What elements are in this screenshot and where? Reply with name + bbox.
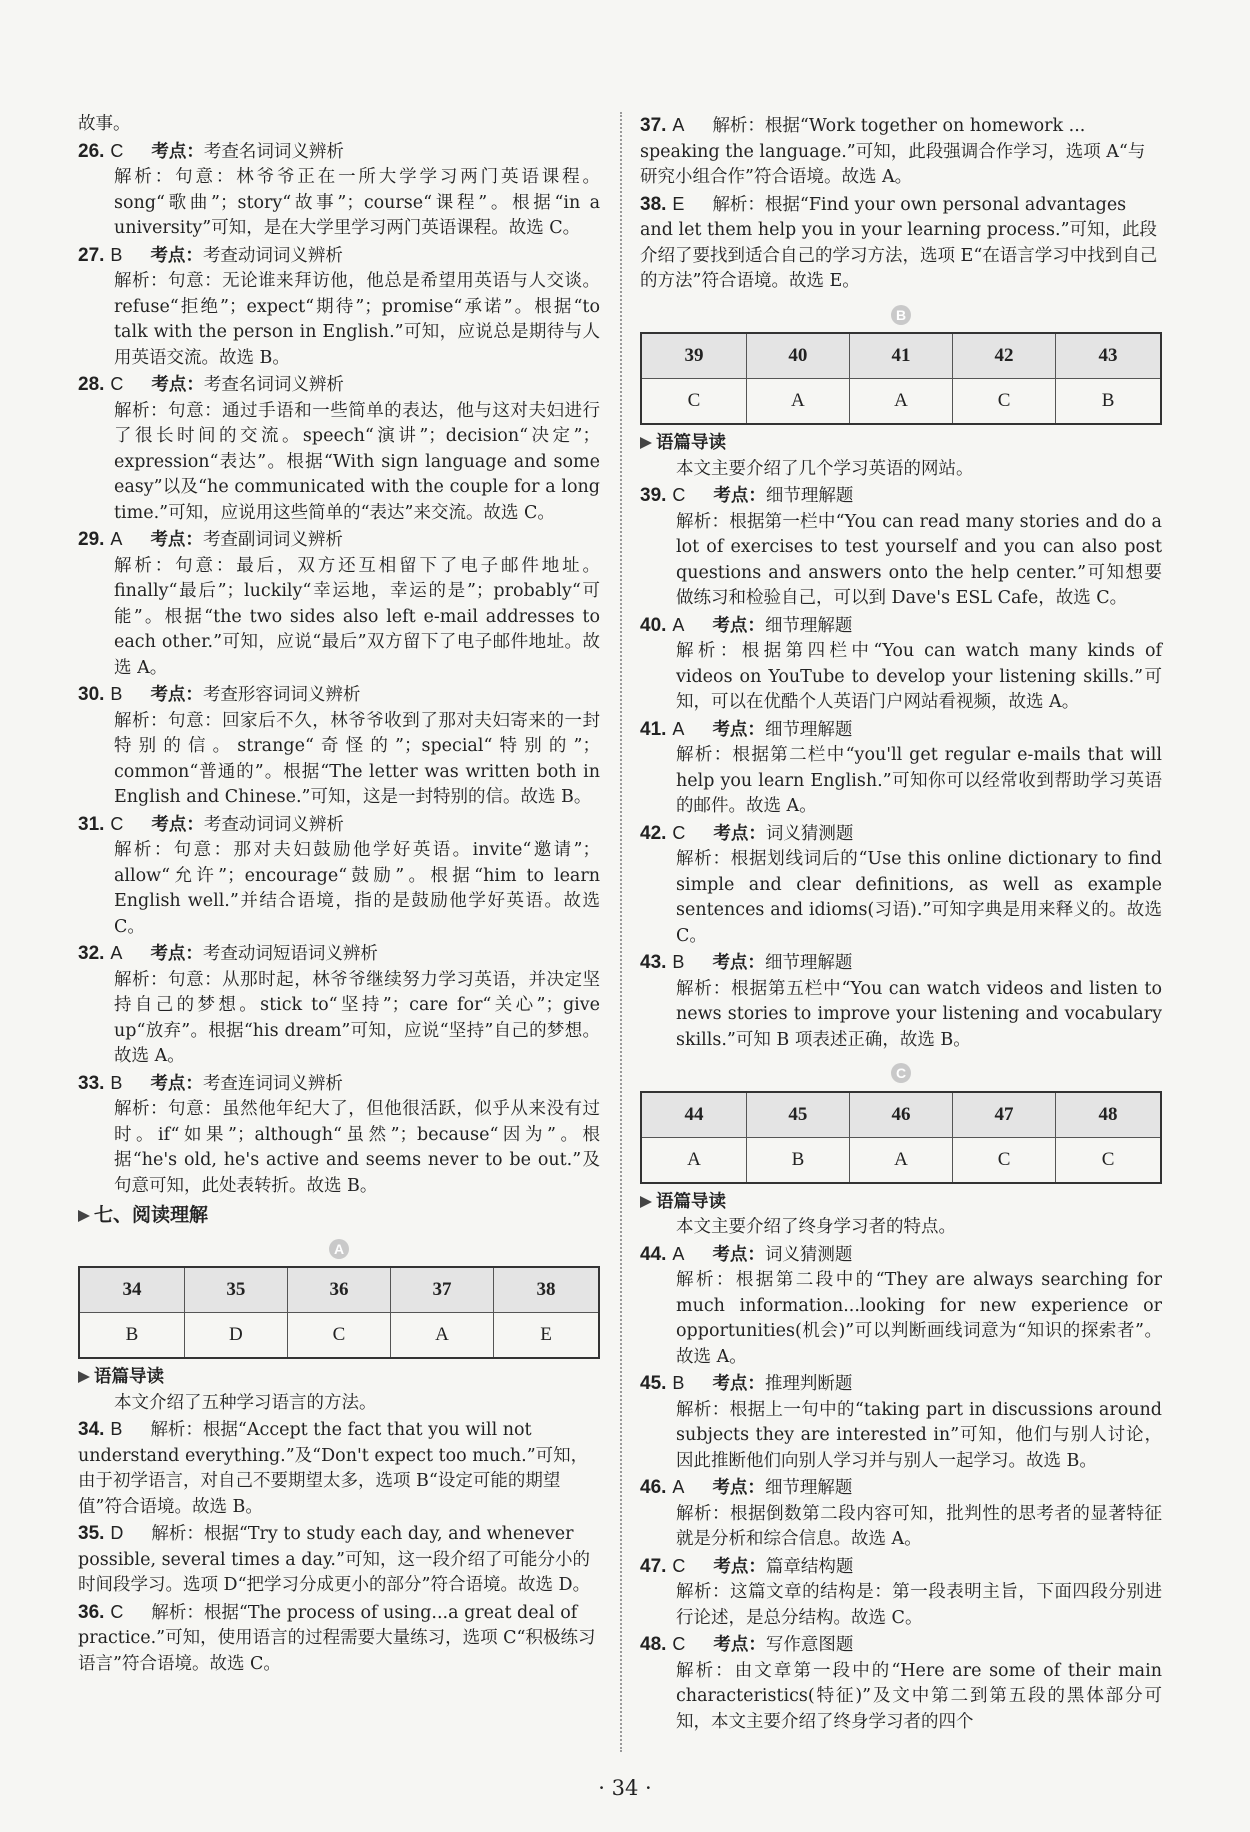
question-41: 41. A 考点：细节理解题 解析：根据第二栏中“you'll get regular e-mails that will help you learn English.”可知你可以经常收到帮助学习英语的邮件。故选 A。 — [640, 717, 1162, 820]
question-44: 44. A 考点：词义猜测题 解析：根据第二段中的“They are always searching for much information...looking for new experience or opportunities(机会)”可以判断画线词意为“知识的探索者”。故选 A。 — [640, 1242, 1162, 1371]
question-29: 29. A 考点：考查副词词义辨析 解析：句意：最后，双方还互相留下了电子邮件地址。finally“最后”；luckily“幸运地，幸运的是”；probably“可能”。根据“the two sides also left e-mail addresses to each other.”可知，应说“最后”双方留下了电子邮件地址。故选 A。 — [78, 527, 600, 681]
explanation: 解析：根据第一栏中“You can read many stories and do a lot of exercises to test yourself and you can also post questions and answers onto the help center.”可知想要做练习和检验自己，可以到 Dave's ESL Cafe，故选 C。 — [676, 511, 1162, 608]
passage-label-c: C — [640, 1061, 1162, 1087]
explanation: 解析：句意：那对夫妇鼓励他学好英语。invite“邀请”；allow“允许”；encourage“鼓励”。根据“him to learn English well.”并结合语境，指的是鼓励他学好英语。故选 C。 — [114, 840, 600, 937]
question-35: 35. D 解析：根据“Try to study each day, and whenever possible, several times a day.”可知，这一段介绍了可能分小的时间段学习。选项 D“把学习分成更小的部分”符合语境。故选 D。 — [78, 1523, 591, 1595]
explanation: 解析：根据第四栏中“You can watch many kinds of videos on YouTube to develop your listening skills.”可知，可以在优酷个人英语门户网站看视频，故选 A。 — [676, 641, 1162, 712]
question-38: 38. E 解析：根据“Find your own personal advantages and let them help you in your learning process.”可知，此段介绍了要找到适合自己的学习方法，选项 E“在语言学习中找到自己的方法”符合语境。故选 E。 — [640, 193, 1158, 291]
explanation: 解析：根据划线词后的“Use this online dictionary to find simple and clear definitions, as well as example sentences and idioms(习语).”可知字典是用来释义的。故选 C。 — [676, 849, 1162, 946]
question-30: 30. B 考点：考查形容词词义辨析 解析：句意：回家后不久，林爷爷收到了那对夫妇寄来的一封特别的信。strange“奇怪的”；special“特别的”；common“普通的”。根据“The letter was written both in English and Chinese.”可知，这是一封特别的信。故选 B。 — [78, 682, 600, 811]
question-48: 48. C 考点：写作意图题 解析：由文章第一段中的“Here are some of their main characteristics(特征)”及文中第二到第五段的黑体部分可知，本文主要介绍了终身学习者的四个 — [640, 1632, 1162, 1735]
question-42: 42. C 考点：词义猜测题 解析：根据划线词后的“Use this online dictionary to find simple and clear definitions, as well as example sentences and idioms(习语).”可知字典是用来释义的。故选 C。 — [640, 821, 1162, 950]
explanation: 解析：根据第二段中的“They are always searching for much information...looking for new experience or opportunities(机会)”可以判断画线词意为“知识的探索者”。故选 A。 — [676, 1270, 1162, 1367]
guide-text: 本文介绍了五种学习语言的方法。 — [114, 1392, 377, 1413]
explanation: 解析：句意：无论谁来拜访他，他总是希望用英语与人交谈。refuse“拒绝”；expect“期待”；promise“承诺”。根据“to talk with the person in English.”可知，应说总是期待与人用英语交流。故选 B。 — [114, 271, 600, 368]
question-47: 47. C 考点：篇章结构题 解析：这篇文章的结构是：第一段表明主旨，下面四段分别进行论述，是总分结构。故选 C。 — [640, 1554, 1162, 1632]
guide-text: 本文主要介绍了终身学习者的特点。 — [676, 1217, 956, 1237]
explanation: 解析：句意：从那时起，林爷爷继续努力学习英语，并决定坚持自己的梦想。stick to“坚持”；care for“关心”；give up“放弃”。根据“his dream”可知，应说“坚持”自己的梦想。故选 A。 — [114, 969, 600, 1066]
explanation: 解析：根据“Work together on homework ... speaking the language.”可知，此段强调合作学习，选项 A“与研究小组合作”符合语境。故选 A。 — [640, 116, 1146, 187]
explanation: 解析：句意：回家后不久，林爷爷收到了那对夫妇寄来的一封特别的信。strange“奇怪的”；special“特别的”；common“普通的”。根据“The letter was written both in English and Chinese.”可知，这是一封特别的信。故选 B。 — [114, 710, 600, 807]
question-36: 36. C 解析：根据“The process of using...a great deal of practice.”可知，使用语言的过程需要大量练习，选项 C“积极练习语言”符合语境。故选 C。 — [78, 1601, 596, 1674]
page-number: · 34 · — [598, 1776, 652, 1800]
question-46: 46. A 考点：细节理解题 解析：根据倒数第二段内容可知，批判性的思考者的显著特征就是分析和综合信息。故选 A。 — [640, 1475, 1162, 1553]
explanation: 解析：句意：林爷爷正在一所大学学习两门英语课程。song“歌曲”；story“故事”；course“课程”。根据“in a university”可知，是在大学里学习两门英语课程。故选 C。 — [114, 167, 600, 238]
left-column — [78, 112, 600, 1677]
question-31: 31. C 考点：考查动词词义辨析 解析：句意：那对夫妇鼓励他学好英语。invite“邀请”；allow“允许”；encourage“鼓励”。根据“him to learn English well.”并结合语境，指的是鼓励他学好英语。故选 C。 — [78, 812, 600, 941]
question-40: 40. A 考点：细节理解题 解析：根据第四栏中“You can watch many kinds of videos on YouTube to develop your listening skills.”可知，可以在优酷个人英语门户网站看视频，故选 A。 — [640, 613, 1162, 716]
explanation: 解析：这篇文章的结构是：第一段表明主旨，下面四段分别进行论述，是总分结构。故选 C。 — [676, 1582, 1162, 1628]
explanation: 解析：句意：最后，双方还互相留下了电子邮件地址。finally“最后”；luckily“幸运地，幸运的是”；probably“可能”。根据“the two sides also left e-mail addresses to each other.”可知，应说“最后”双方留下了电子邮件地址。故选 A。 — [114, 555, 600, 678]
guide-heading: 语篇导读 — [640, 1190, 1162, 1216]
top-text: 故事。 — [78, 114, 131, 134]
guide-heading: 语篇导读 — [78, 1365, 600, 1391]
explanation: 解析：根据第五栏中“You can watch videos and listen to news stories to improve your listening and vocabulary skills.”可知 B 项表述正确，故选 B。 — [676, 978, 1162, 1050]
explanation: 解析：根据“Find your own personal advantages and let them help you in your learning process.”可知，此段介绍了要找到适合自己的学习方法，选项 E“在语言学习中找到自己的方法”符合语境。故选 E。 — [640, 194, 1158, 291]
question-27: 27. B 考点：考查动词词义辨析 解析：句意：无论谁来拜访他，他总是希望用英语与人交谈。refuse“拒绝”；expect“期待”；promise“承诺”。根据“to talk with the person in English.”可知，应说总是期待与人用英语交流。故选 B。 — [78, 243, 600, 372]
guide-heading: 语篇导读 — [640, 431, 1162, 457]
triangle-icon — [78, 1210, 90, 1222]
column-divider — [620, 112, 622, 1752]
explanation: 解析：根据“Try to study each day, and whenever possible, several times a day.”可知，这一段介绍了可能分小的时间段学习。选项 D“把学习分成更小的部分”符合语境。故选 D。 — [78, 1524, 591, 1595]
answer-table-a: 34 35 36 37 38 B D C A E — [78, 1266, 600, 1359]
question-39: 39. C 考点：细节理解题 解析：根据第一栏中“You can read many stories and do a lot of exercises to test yourself and you can also post questions and answers onto the help center.”可知想要做练习和检验自己，可以到 Dave's ESL Cafe，故选 C。 — [640, 483, 1162, 612]
question-34: 34. B 解析：根据“Accept the fact that you will not understand everything.”及“Don't expect too much.”可知，由于初学语言，对自己不要期望太多，选项 B“设定可能的期望值”符合语境。故选 B。 — [78, 1419, 589, 1517]
answer-table-b: 39 40 41 42 43 C A A C B — [640, 332, 1162, 425]
question-37: 37. A 解析：根据“Work together on homework ... speaking the language.”可知，此段强调合作学习，选项 A“与研究小组合作”符合语境。故选 A。 — [640, 115, 1146, 187]
passage-label-b: B — [640, 303, 1162, 329]
explanation: 解析：根据倒数第二段内容可知，批判性的思考者的显著特征就是分析和综合信息。故选 A。 — [676, 1503, 1162, 1549]
explanation: 解析：句意：虽然他年纪大了，但他很活跃，似乎从来没有过时。if“如果”；although“虽然”；because“因为”。根据“he's old, he's active and seems never to be out.”及句意可知，此处表转折。故选 B。 — [114, 1099, 600, 1196]
right-column — [640, 112, 1162, 1735]
question-45: 45. B 考点：推理判断题 解析：根据上一句中的“taking part in discussions around subjects they are interested in”可知，他们与别人讨论，因此推断他们向别人学习并与别人一起学习。故选 B。 — [640, 1371, 1162, 1474]
explanation: 解析：根据第二栏中“you'll get regular e-mails that will help you learn English.”可知你可以经常收到帮助学习英语的邮件。故选 A。 — [676, 745, 1162, 816]
triangle-icon — [640, 1196, 652, 1208]
explanation: 解析：根据上一句中的“taking part in discussions around subjects they are interested in”可知，他们与别人讨论，因此推断他们向别人学习并与别人一起学习。故选 B。 — [676, 1399, 1162, 1471]
explanation: 解析：句意：通过手语和一些简单的表达，他与这对夫妇进行了很长时间的交流。speech“演讲”；decision“决定”；expression“表达”。根据“With sign language and some easy”以及“he communicated with the couple for a long time.”可知，应说用这些简单的“表达”来交流。故选 C。 — [114, 400, 600, 523]
triangle-icon — [640, 437, 652, 449]
question-33: 33. B 考点：考查连词词义辨析 解析：句意：虽然他年纪大了，但他很活跃，似乎从来没有过时。if“如果”；although“虽然”；because“因为”。根据“he's old, he's active and seems never to be out.”及句意可知，此处表转折。故选 B。 — [78, 1071, 600, 1200]
question-26: 26. C 考点：考查名词词义辨析 解析：句意：林爷爷正在一所大学学习两门英语课程。song“歌曲”；story“故事”；course“课程”。根据“in a university”可知，是在大学里学习两门英语课程。故选 C。 — [78, 139, 600, 242]
question-43: 43. B 考点：细节理解题 解析：根据第五栏中“You can watch videos and listen to news stories to improve your listening and vocabulary skills.”可知 B 项表述正确，故选 B。 — [640, 950, 1162, 1053]
explanation: 解析：由文章第一段中的“Here are some of their main characteristics(特征)”及文中第二到第五段的黑体部分可知，本文主要介绍了终身学习者的四个 — [676, 1660, 1162, 1732]
question-32: 32. A 考点：考查动词短语词义辨析 解析：句意：从那时起，林爷爷继续努力学习英语，并决定坚持自己的梦想。stick to“坚持”；care for“关心”；give up“放弃”。根据“his dream”可知，应说“坚持”自己的梦想。故选 A。 — [78, 941, 600, 1070]
answer-table-c: 44 45 46 47 48 A B A C C — [640, 1091, 1162, 1184]
guide-text: 本文主要介绍了几个学习英语的网站。 — [676, 458, 974, 479]
triangle-icon — [78, 1371, 90, 1383]
explanation: 解析：根据“The process of using...a great deal of practice.”可知，使用语言的过程需要大量练习，选项 C“积极练习语言”符合语境。故选 C。 — [78, 1602, 596, 1674]
question-28: 28. C 考点：考查名词词义辨析 解析：句意：通过手语和一些简单的表达，他与这对夫妇进行了很长时间的交流。speech“演讲”；decision“决定”；expression“表达”。根据“With sign language and some easy”以及“he communicated with the couple for a long time.”可知，应说用这些简单的“表达”来交流。故选 C。 — [78, 372, 600, 526]
section-heading: 七、阅读理解 — [78, 1203, 600, 1229]
passage-label-a: A — [78, 1237, 600, 1263]
explanation: 解析：根据“Accept the fact that you will not understand everything.”及“Don't expect too much.”可知，由于初学语言，对自己不要期望太多，选项 B“设定可能的期望值”符合语境。故选 B。 — [78, 1420, 589, 1517]
